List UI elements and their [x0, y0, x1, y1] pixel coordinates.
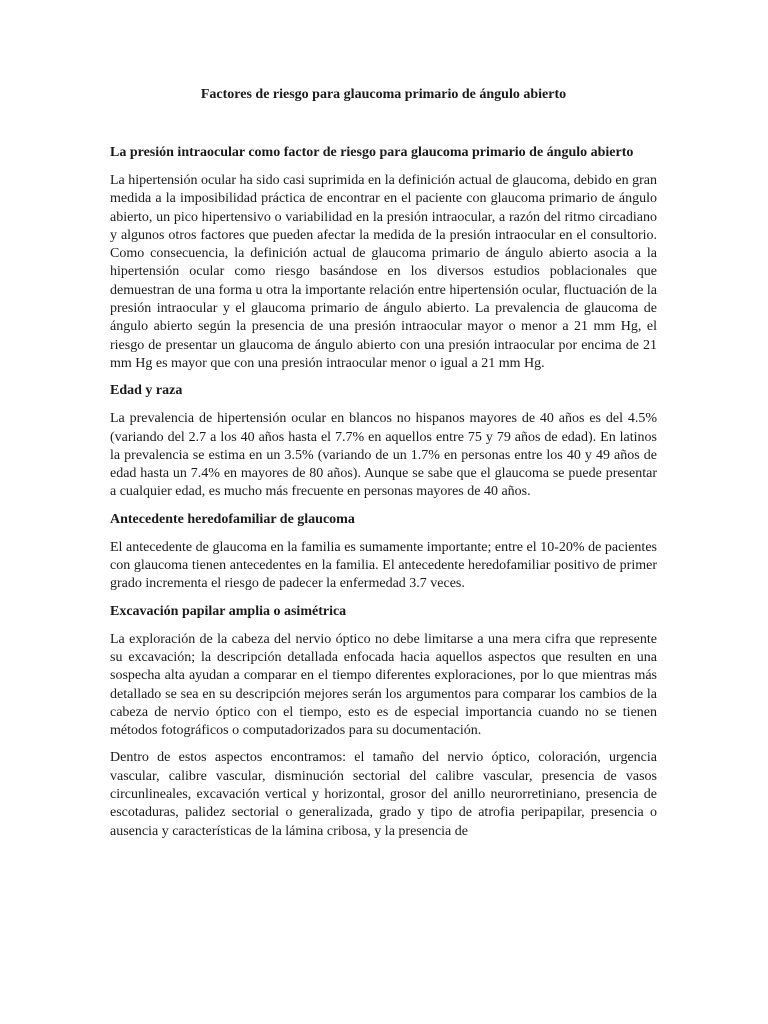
section-heading-edad-raza: Edad y raza [110, 383, 183, 399]
section-heading-antecedente: Antecedente heredofamiliar de glaucoma [110, 511, 355, 527]
paragraph-excavacion-1: La exploración de la cabeza del nervio óptico no debe limitarse a una mera cifra que represente su excavación; la descripción detallada enfocada hacia aquellos aspectos que resulten en una sospecha alta ayudan a comparar en el tiempo diferentes exploraciones, por lo que mientras más detallado se sea en su descripción mejores serán los argumentos para comparar los cambios de la cabeza de nervio óptico con el tiempo, esto es de especial importancia cuando no se tienen métodos fotográficos o computadorizados para su documentación. [110, 631, 657, 739]
document-title: Factores de riesgo para glaucoma primario de ángulo abierto [200, 87, 567, 102]
paragraph-excavacion-2: Dentro de estos aspectos encontramos: el tamaño del nervio óptico, coloración, urgencia vascular, calibre vascular, disminución sectorial del calibre vascular, presencia de vasos circunlineales, excavación vertical y horizontal, grosor del anillo neurorretiniano, presencia de escotaduras, palidez sectorial o generalizada, grado y tipo de atrofia peripapilar, presencia o ausencia y características de la lámina cribosa, y la presencia de [110, 750, 657, 839]
section-heading-excavacion: Excavación papilar amplia o asimétrica [110, 603, 347, 619]
paragraph-presion-intraocular: La hipertensión ocular ha sido casi suprimida en la definición actual de glaucoma, debido en gran medida a la imposibilidad práctica de encontrar en el paciente con glaucoma primario de ángulo abierto, un pico hipertensivo o variabilidad en la presión intraocular, a razón del ritmo circadiano y algunos otros factores que pueden afectar la medida de la presión intraocular en el consultorio. Como consecuencia, la definición actual de glaucoma primario de ángulo abierto asocia a la hipertensión ocular como riesgo basándose en los diversos estudios poblacionales que demuestran de una forma u otra la importante relación entre hipertensión ocular, fluctuación de la presión intraocular y el glaucoma primario de ángulo abierto. La prevalencia de glaucoma de ángulo abierto según la presencia de una presión intraocular mayor o menor a 21 mm Hg, el riesgo de presentar un glaucoma de ángulo abierto con una presión intraocular por encima de 21 mm Hg es mayor que con una presión intraocular menor o igual a 21 mm Hg. [110, 173, 657, 371]
document-page [110, 86, 657, 850]
paragraph-edad-raza: La prevalencia de hipertensión ocular en blancos no hispanos mayores de 40 años es del 4.5% (variando del 2.7 a los 40 años hasta el 7.7% en aquellos entre 75 y 79 años de edad). En latinos la prevalencia se estima en un 3.5% (variando de un 1.7% en personas entre los 40 y 49 años de edad hasta un 7.4% en mayores de 80 años). Aunque se sabe que el glaucoma se puede presentar a cualquier edad, es mucho más frecuente en personas mayores de 40 años. [110, 411, 657, 500]
section-heading-presion-intraocular: La presión intraocular como factor de riesgo para glaucoma primario de ángulo abierto [110, 145, 634, 160]
paragraph-antecedente: El antecedente de glaucoma en la familia es sumamente importante; entre el 10-20% de pacientes con glaucoma tienen antecedentes en la familia. El antecedente heredofamiliar positivo de primer grado incrementa el riesgo de padecer la enfermedad 3.7 veces. [110, 539, 657, 592]
